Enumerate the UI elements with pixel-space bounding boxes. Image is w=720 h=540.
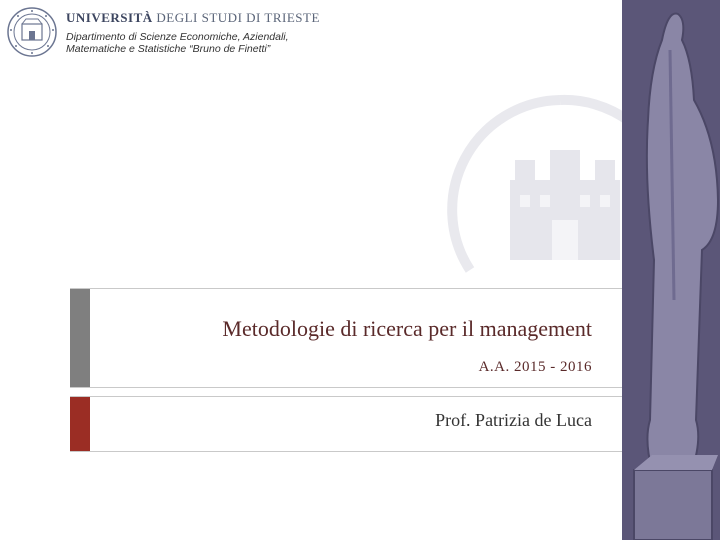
department-line-1: Dipartimento di Scienze Economiche, Aziendali, (66, 31, 289, 43)
department-name (66, 31, 289, 55)
university-name-rest: DEGLI STUDI DI TRIESTE (152, 10, 320, 25)
university-seal-logo (6, 6, 58, 58)
author-accent-bar (70, 397, 90, 451)
department-line-2: Matematiche e Statistiche “Bruno de Finetti” (66, 43, 271, 55)
course-title: Metodologie di ricerca per il management (222, 316, 592, 341)
title-block (70, 288, 622, 388)
author-block (70, 396, 622, 452)
statue-image (622, 0, 720, 540)
academic-year: A.A. 2015 - 2016 (478, 359, 592, 375)
title-accent-bar (70, 289, 90, 387)
university-name-bold: UNIVERSITÀ (66, 10, 153, 25)
author-name: Prof. Patrizia de Luca (435, 410, 592, 430)
university-name (66, 10, 320, 26)
